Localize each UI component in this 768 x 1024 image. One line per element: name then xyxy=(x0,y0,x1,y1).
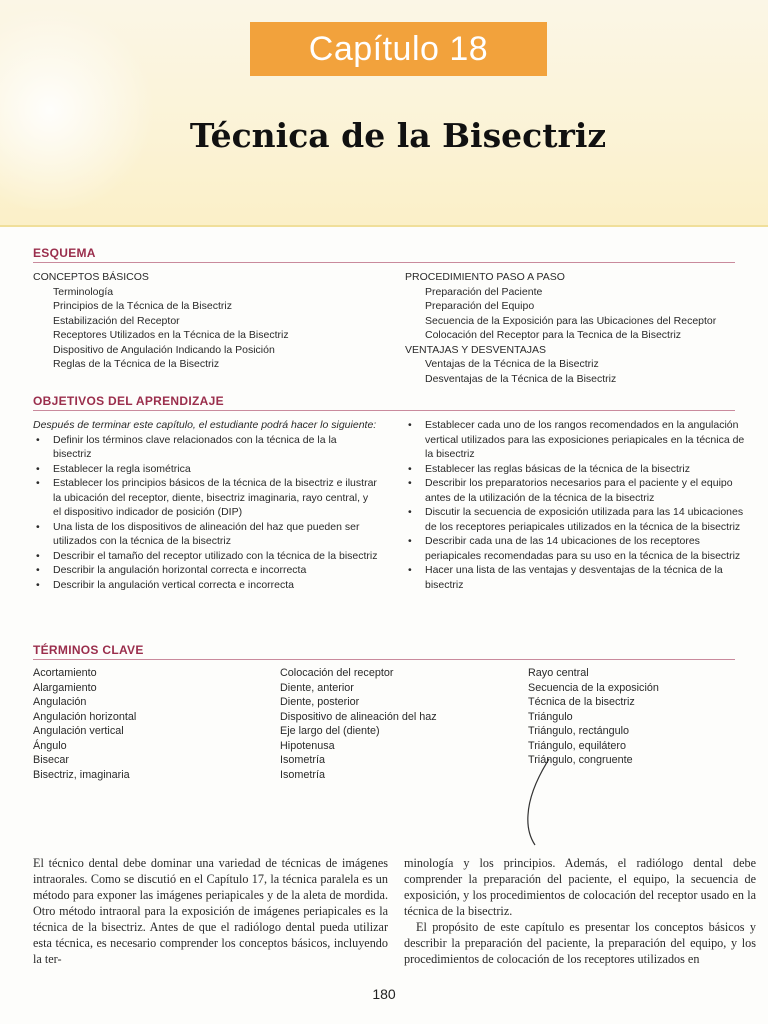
outline-subitem: Ventajas de la Técnica de la Bisectriz xyxy=(425,358,599,370)
key-term: Triángulo, congruente xyxy=(528,754,633,766)
chapter-title: Técnica de la Bisectriz xyxy=(189,116,607,155)
key-term: Isometría xyxy=(280,754,326,766)
outline-subitem: Colocación del Receptor para la Tecnica de la Bisectriz xyxy=(425,329,682,341)
key-term: Diente, posterior xyxy=(280,696,360,708)
key-term: Triángulo, rectángulo xyxy=(528,725,630,737)
outline-subitem: Dispositivo de Angulación Indicando la Posición xyxy=(53,343,275,356)
key-term: Rayo central xyxy=(528,667,589,679)
objective-item: • Describir el tamaño del receptor utilizado con la técnica de la bisectriz xyxy=(33,549,378,564)
key-term: Angulación horizontal xyxy=(33,710,137,723)
key-term: Secuencia de la exposición xyxy=(528,681,659,694)
key-term: Alargamiento xyxy=(33,681,97,694)
objetivos-left-column xyxy=(33,418,378,592)
objective-item: • Establecer cada uno de los rangos recomendados en la angulación vertical utilizados para las exposiciones periapicales en la técnica de la bisectriz xyxy=(405,418,753,462)
body-left-paragraph: El técnico dental debe dominar una variedad de técnicas de imágenes intraorales. Como se discutió en el Capítulo 17, la técnica paralela es un método para exponer las imágenes periapicales y de la aleta de mordida. Otro método intraoral para la exposición de imágenes periapicales es la técnica de la bisectriz. Antes de que el radiólogo dental pueda utilizar esta técnica, es necesario comprender los conceptos básicos, incluyendo la ter- xyxy=(33,856,388,966)
outline-subitem: Terminología xyxy=(53,285,114,298)
objective-item: • Describir la angulación vertical correcta e incorrecta xyxy=(33,578,378,593)
outline-subitem: Principios de la Técnica de la Bisectriz xyxy=(53,300,232,312)
objetivos-right-column xyxy=(405,418,753,592)
key-term: Angulación xyxy=(33,696,87,708)
key-term: Triángulo xyxy=(528,710,573,723)
objective-item: • Hacer una lista de las ventajas y desventajas de la técnica de la bisectriz xyxy=(405,563,753,592)
terminos-column-3 xyxy=(528,666,748,768)
key-term: Triángulo, equilátero xyxy=(528,739,627,752)
outline-section: PROCEDIMIENTO PASO A PASO xyxy=(405,271,565,283)
outline-subitem: Receptores Utilizados en la Técnica de la Bisectriz xyxy=(53,329,289,341)
objective-item: • Discutir la secuencia de exposición utilizada para las 14 ubicaciones de los receptores periapicales utilizados en la técnica de la bisectriz xyxy=(405,505,753,534)
outline-subitem: Preparación del Equipo xyxy=(425,300,535,312)
objective-item: • Una lista de los dispositivos de alineación del haz que pueden ser utilizados con la técnica de la bisectriz xyxy=(33,520,378,549)
outline-subitem: Estabilización del Receptor xyxy=(53,314,180,327)
chapter-label xyxy=(250,22,547,76)
esquema-heading: ESQUEMA xyxy=(33,246,735,263)
pen-mark-icon xyxy=(515,755,555,850)
objective-item: • Establecer los principios básicos de la técnica de la bisectriz e ilustrar la ubicación del receptor, diente, bisectriz imaginaria, rayo central, y el dispositivo indicador de posición (DIP) xyxy=(33,476,378,520)
terminos-heading: TÉRMINOS CLAVE xyxy=(33,643,735,660)
objective-item: • Establecer la regla isométrica xyxy=(33,462,378,477)
objective-item: • Establecer las reglas básicas de la técnica de la bisectriz xyxy=(405,462,753,477)
header-glow xyxy=(0,10,160,210)
outline-subitem: Reglas de la Técnica de la Bisectriz xyxy=(53,358,220,370)
body-right-paragraph-2: El propósito de este capítulo es presentar los conceptos básicos y describir la preparación del paciente, la preparación del equipo, y los procedimientos de colocación de los receptores utilizados en xyxy=(404,920,756,966)
outline-subitem: Desventajas de la Técnica de la Bisectriz xyxy=(425,372,617,385)
body-right-paragraph-1: minología y los principios. Además, el radiólogo dental debe comprender la preparación del paciente, el equipo, la secuencia de exposición, y los procedimientos de colocación del receptor usado en la técnica de la bisectriz. xyxy=(404,856,756,918)
objetivos-heading: OBJETIVOS DEL APRENDIZAJE xyxy=(33,394,735,411)
key-term: Diente, anterior xyxy=(280,681,354,694)
objective-item: • Describir los preparatorios necesarios para el paciente y el equipo antes de la utilización de la técnica de la bisectriz xyxy=(405,476,753,505)
outline-subitem: Secuencia de la Exposición para las Ubicaciones del Receptor xyxy=(425,314,717,327)
objective-item: • Describir la angulación horizontal correcta e incorrecta xyxy=(33,563,378,578)
key-term: Ángulo xyxy=(33,739,67,752)
key-term: Colocación del receptor xyxy=(280,667,394,679)
key-term: Dispositivo de alineación del haz xyxy=(280,710,437,723)
key-term: Hipotenusa xyxy=(280,739,335,752)
terminos-column-2 xyxy=(280,666,520,782)
key-term: Angulación vertical xyxy=(33,725,124,737)
objective-item: • Describir cada una de las 14 ubicaciones de los receptores periapicales recomendadas para su uso en la técnica de la bisectriz xyxy=(405,534,753,563)
page-number: 180 xyxy=(372,986,396,1002)
terminos-column-1 xyxy=(33,666,273,782)
key-term: Eje largo del (diente) xyxy=(280,725,380,737)
objective-item: • Definir los términos clave relacionados con la técnica de la la bisectriz xyxy=(33,433,378,462)
outline-subitem: Preparación del Paciente xyxy=(425,285,543,298)
key-term: Bisectriz, imaginaria xyxy=(33,768,130,781)
outline-section: CONCEPTOS BÁSICOS xyxy=(33,271,149,283)
key-term: Bisecar xyxy=(33,754,70,766)
esquema-right-column xyxy=(405,270,750,386)
esquema-left-column xyxy=(33,270,393,372)
body-right-column xyxy=(404,855,756,967)
key-term: Acortamiento xyxy=(33,667,97,679)
key-term: Isometría xyxy=(280,768,326,781)
outline-section: VENTAJAS Y DESVENTAJAS xyxy=(405,343,547,356)
objetivos-intro: Después de terminar este capítulo, el estudiante podrá hacer lo siguiente: xyxy=(33,419,377,431)
chapter-number: Capítulo 18 xyxy=(308,29,489,68)
key-term: Técnica de la bisectriz xyxy=(528,696,635,708)
